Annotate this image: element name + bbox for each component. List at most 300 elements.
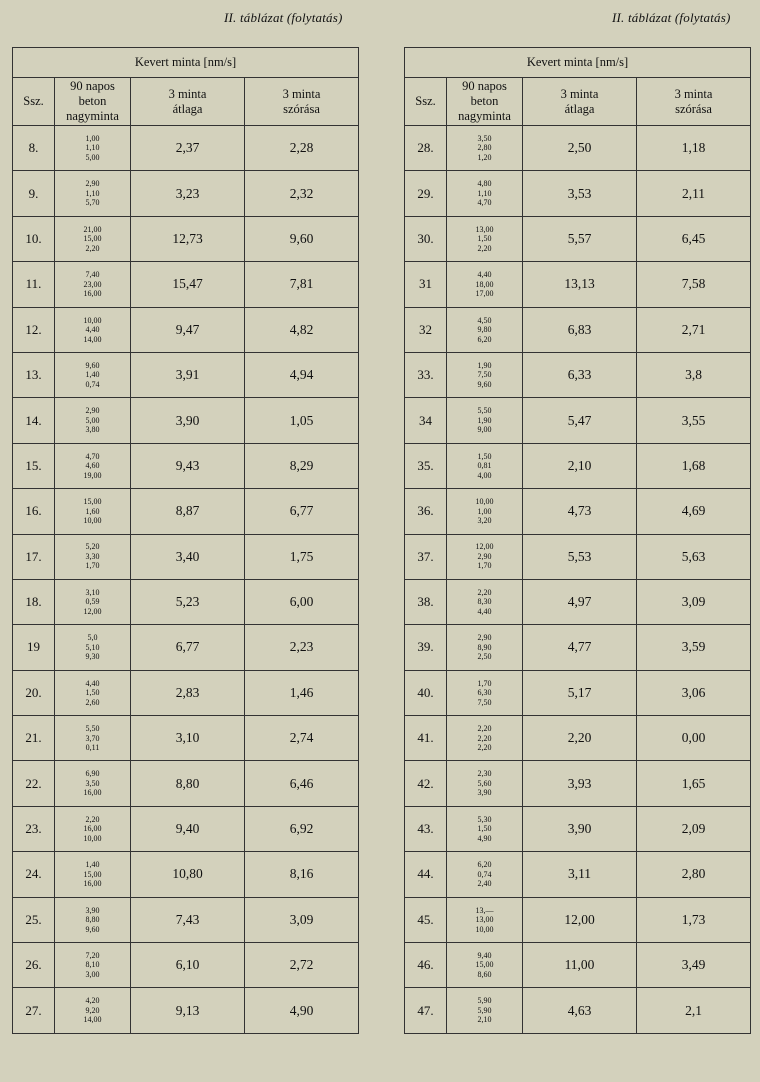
row-number: 40. <box>405 670 447 715</box>
average-value: 3,53 <box>523 171 637 216</box>
sample-values <box>447 943 523 988</box>
table-row <box>13 489 359 534</box>
deviation-value: 3,06 <box>637 670 751 715</box>
sample-value: 1,00 <box>85 133 100 143</box>
deviation-value: 1,73 <box>637 897 751 942</box>
row-number: 10. <box>13 216 55 261</box>
sample-value: 9,20 <box>85 1005 100 1015</box>
average-value: 2,37 <box>131 126 245 171</box>
sample-value: 5,00 <box>85 152 100 162</box>
sample-value: 4,90 <box>477 833 492 843</box>
deviation-value: 6,45 <box>637 216 751 261</box>
group-header: Kevert minta [nm/s] <box>405 48 751 78</box>
sample-value: 10,00 <box>475 924 494 934</box>
row-number: 30. <box>405 216 447 261</box>
sample-value: 5,10 <box>85 642 100 652</box>
table-row <box>13 943 359 988</box>
average-value: 3,23 <box>131 171 245 216</box>
average-value: 4,73 <box>523 489 637 534</box>
average-value: 15,47 <box>131 262 245 307</box>
sample-value: 4,40 <box>477 270 492 280</box>
row-number: 18. <box>13 579 55 624</box>
sample-value: 2,20 <box>477 733 492 743</box>
table-row <box>13 625 359 670</box>
table-row <box>13 307 359 352</box>
row-number: 44. <box>405 852 447 897</box>
sample-value: 21,00 <box>83 224 102 234</box>
sample-values <box>447 126 523 171</box>
table-row <box>13 716 359 761</box>
deviation-value: 2,80 <box>637 852 751 897</box>
sample-value: 8,90 <box>477 642 492 652</box>
table-row <box>405 398 751 443</box>
table-row <box>13 443 359 488</box>
sample-value: 1,40 <box>85 860 100 870</box>
average-value: 4,77 <box>523 625 637 670</box>
row-number: 37. <box>405 534 447 579</box>
table-row <box>13 262 359 307</box>
sample-values <box>447 534 523 579</box>
average-value: 9,40 <box>131 806 245 851</box>
deviation-value: 2,11 <box>637 171 751 216</box>
sample-value: 6,20 <box>477 860 492 870</box>
sample-value: 15,00 <box>83 497 102 507</box>
sample-values <box>55 988 131 1033</box>
sample-value: 15,00 <box>83 869 102 879</box>
sample-value: 9,60 <box>477 379 492 389</box>
table-row <box>405 534 751 579</box>
sample-header: 90 napos beton nagyminta <box>447 78 523 126</box>
sample-value: 0,81 <box>477 461 492 471</box>
sample-values <box>55 761 131 806</box>
sample-value: 4,50 <box>477 315 492 325</box>
deviation-value: 3,55 <box>637 398 751 443</box>
table-row <box>405 171 751 216</box>
row-number: 28. <box>405 126 447 171</box>
sample-value: 8,10 <box>85 960 100 970</box>
sample-values <box>55 352 131 397</box>
sample-value: 8,80 <box>85 915 100 925</box>
deviation-value: 2,72 <box>245 943 359 988</box>
sample-value: 4,60 <box>85 461 100 471</box>
deviation-value: 1,46 <box>245 670 359 715</box>
sample-value: 0,74 <box>85 379 100 389</box>
sample-value: 5,70 <box>85 198 100 208</box>
sample-value: 16,00 <box>83 824 102 834</box>
sample-value: 3,80 <box>85 425 100 435</box>
sample-values <box>55 126 131 171</box>
table-row <box>405 443 751 488</box>
sample-value: 10,00 <box>475 497 494 507</box>
data-table-left <box>12 47 359 1034</box>
sample-value: 1,50 <box>477 234 492 244</box>
sample-value: 19,00 <box>83 470 102 480</box>
average-value: 7,43 <box>131 897 245 942</box>
average-value: 11,00 <box>523 943 637 988</box>
table-body-right <box>405 126 751 1034</box>
deviation-value: 6,00 <box>245 579 359 624</box>
row-number: 38. <box>405 579 447 624</box>
sample-value: 5,00 <box>85 415 100 425</box>
sample-value: 2,20 <box>477 724 492 734</box>
sample-values <box>447 171 523 216</box>
sample-values <box>55 806 131 851</box>
sample-values <box>447 897 523 942</box>
sample-values <box>447 761 523 806</box>
table-caption-right: II. táblázat (folytatás) <box>612 10 731 25</box>
sample-value: 1,70 <box>477 561 492 571</box>
table-row <box>405 489 751 534</box>
row-number: 46. <box>405 943 447 988</box>
table-row <box>405 126 751 171</box>
sample-value: 13,00 <box>475 915 494 925</box>
deviation-value: 4,82 <box>245 307 359 352</box>
row-number: 45. <box>405 897 447 942</box>
sample-value: 6,30 <box>477 688 492 698</box>
row-number: 27. <box>13 988 55 1033</box>
average-value: 3,91 <box>131 352 245 397</box>
sample-value: 2,20 <box>477 243 492 253</box>
sample-value: 10,00 <box>83 315 102 325</box>
sample-value: 16,00 <box>83 879 102 889</box>
sample-value: 2,20 <box>477 743 492 753</box>
table-row <box>13 216 359 261</box>
sample-value: 2,20 <box>477 587 492 597</box>
row-number: 20. <box>13 670 55 715</box>
sample-value: 4,20 <box>85 996 100 1006</box>
average-value: 5,23 <box>131 579 245 624</box>
sample-value: 5,50 <box>477 406 492 416</box>
table-row <box>13 806 359 851</box>
sample-value: 3,90 <box>477 788 492 798</box>
average-value: 8,87 <box>131 489 245 534</box>
sample-value: 13,00 <box>475 224 494 234</box>
deviation-value: 3,49 <box>637 943 751 988</box>
table-row <box>405 852 751 897</box>
row-number: 31 <box>405 262 447 307</box>
sample-value: 1,10 <box>85 143 100 153</box>
table-body-left <box>13 126 359 1034</box>
row-number: 36. <box>405 489 447 534</box>
sample-values <box>447 352 523 397</box>
deviation-value: 2,23 <box>245 625 359 670</box>
sample-value: 4,80 <box>477 179 492 189</box>
sample-values <box>447 625 523 670</box>
sample-value: 3,30 <box>85 551 100 561</box>
row-number: 13. <box>13 352 55 397</box>
average-value: 3,93 <box>523 761 637 806</box>
sample-values <box>447 398 523 443</box>
average-value: 3,90 <box>131 398 245 443</box>
deviation-value: 0,00 <box>637 716 751 761</box>
sample-value: 7,50 <box>477 370 492 380</box>
sample-value: 1,90 <box>477 360 492 370</box>
deviation-value: 3,09 <box>245 897 359 942</box>
sample-values <box>447 489 523 534</box>
sample-values <box>447 443 523 488</box>
sample-value: 1,90 <box>477 415 492 425</box>
sample-value: 5,50 <box>85 724 100 734</box>
row-number: 14. <box>13 398 55 443</box>
sample-value: 9,80 <box>477 325 492 334</box>
group-header: Kevert minta [nm/s] <box>13 48 359 78</box>
deviation-value: 2,74 <box>245 716 359 761</box>
sample-value: 4,40 <box>477 606 492 616</box>
sample-value: 10,00 <box>83 516 102 526</box>
row-number: 11. <box>13 262 55 307</box>
table-row <box>13 761 359 806</box>
row-number: 47. <box>405 988 447 1033</box>
average-value: 10,80 <box>131 852 245 897</box>
average-value: 5,57 <box>523 216 637 261</box>
sample-value: 1,10 <box>85 188 100 198</box>
deviation-value: 6,77 <box>245 489 359 534</box>
average-value: 3,10 <box>131 716 245 761</box>
sample-value: 5,90 <box>477 996 492 1006</box>
sample-value: 1,50 <box>477 824 492 834</box>
average-value: 12,73 <box>131 216 245 261</box>
sample-value: 5,60 <box>477 778 492 788</box>
sample-value: 5,30 <box>477 814 492 824</box>
average-value: 2,50 <box>523 126 637 171</box>
table-row <box>13 852 359 897</box>
sample-value: 6,20 <box>477 334 492 344</box>
table-row <box>405 307 751 352</box>
row-number: 23. <box>13 806 55 851</box>
average-value: 8,80 <box>131 761 245 806</box>
data-table-right <box>404 47 751 1034</box>
sample-value: 12,00 <box>475 542 494 552</box>
sample-value: 17,00 <box>475 289 494 299</box>
table-row <box>13 579 359 624</box>
deviation-value: 6,92 <box>245 806 359 851</box>
table-row <box>405 579 751 624</box>
sample-value: 0,59 <box>85 597 100 607</box>
table-caption-left: II. táblázat (folytatás) <box>224 10 343 25</box>
average-value: 2,83 <box>131 670 245 715</box>
sample-value: 9,30 <box>85 652 100 662</box>
table-row <box>405 761 751 806</box>
sample-values <box>55 216 131 261</box>
sample-value: 9,60 <box>85 360 100 370</box>
sample-value: 2,60 <box>85 697 100 707</box>
row-number: 43. <box>405 806 447 851</box>
sample-values <box>55 443 131 488</box>
sample-values <box>447 806 523 851</box>
sample-value: 2,30 <box>477 769 492 779</box>
sample-values <box>55 625 131 670</box>
row-number: 12. <box>13 307 55 352</box>
sample-value: 15,00 <box>475 960 494 970</box>
sample-value: 2,20 <box>85 243 100 253</box>
average-value: 6,83 <box>523 307 637 352</box>
table-row <box>13 352 359 397</box>
sample-values <box>447 262 523 307</box>
row-number: 9. <box>13 171 55 216</box>
sample-values <box>447 716 523 761</box>
average-value: 9,13 <box>131 988 245 1033</box>
deviation-value: 1,65 <box>637 761 751 806</box>
sample-value: 3,70 <box>85 733 100 743</box>
sample-values <box>55 489 131 534</box>
table-row <box>13 398 359 443</box>
deviation-value: 8,16 <box>245 852 359 897</box>
table-row <box>13 171 359 216</box>
average-value: 13,13 <box>523 262 637 307</box>
deviation-value: 4,90 <box>245 988 359 1033</box>
sample-values <box>447 670 523 715</box>
sample-header: 90 napos beton nagyminta <box>55 78 131 126</box>
average-value: 5,53 <box>523 534 637 579</box>
average-value: 2,10 <box>523 443 637 488</box>
average-value: 2,20 <box>523 716 637 761</box>
sample-values <box>55 943 131 988</box>
sample-value: 16,00 <box>83 289 102 299</box>
sample-values <box>447 307 523 352</box>
sample-value: 9,60 <box>85 924 100 934</box>
average-value: 4,63 <box>523 988 637 1033</box>
sample-values <box>447 852 523 897</box>
average-header: 3 minta átlaga <box>131 78 245 126</box>
sample-values <box>55 307 131 352</box>
table-row <box>405 988 751 1033</box>
sample-value: 1,20 <box>477 152 492 162</box>
row-number: 42. <box>405 761 447 806</box>
sample-value: 6,90 <box>85 769 100 779</box>
deviation-value: 2,1 <box>637 988 751 1033</box>
sample-values <box>55 262 131 307</box>
deviation-value: 2,09 <box>637 806 751 851</box>
sample-value: 3,20 <box>477 516 492 526</box>
sample-value: 14,00 <box>83 334 102 344</box>
sample-value: 2,90 <box>85 179 100 189</box>
sample-value: 16,00 <box>83 788 102 798</box>
table-row <box>13 897 359 942</box>
average-value: 3,40 <box>131 534 245 579</box>
sample-value: 8,30 <box>477 597 492 607</box>
ssz-header: Ssz. <box>13 78 55 126</box>
deviation-value: 7,58 <box>637 262 751 307</box>
average-value: 4,97 <box>523 579 637 624</box>
deviation-value: 1,05 <box>245 398 359 443</box>
sample-value: 2,80 <box>477 143 492 153</box>
sample-values <box>447 579 523 624</box>
sample-value: 2,90 <box>477 551 492 561</box>
sample-values <box>55 579 131 624</box>
sample-value: 13,— <box>475 905 494 915</box>
deviation-value: 1,68 <box>637 443 751 488</box>
sample-value: 5,90 <box>477 1005 492 1015</box>
row-number: 41. <box>405 716 447 761</box>
table-row <box>405 943 751 988</box>
row-number: 32 <box>405 307 447 352</box>
table-row <box>405 806 751 851</box>
sample-value: 1,50 <box>477 451 492 461</box>
sample-value: 4,70 <box>85 451 100 461</box>
sample-value: 5,20 <box>85 542 100 552</box>
sample-value: 2,20 <box>85 814 100 824</box>
row-number: 8. <box>13 126 55 171</box>
sample-values <box>55 852 131 897</box>
sample-value: 3,10 <box>85 587 100 597</box>
row-number: 16. <box>13 489 55 534</box>
sample-value: 9,40 <box>477 950 492 960</box>
sample-value: 4,40 <box>85 325 100 334</box>
sample-values <box>55 534 131 579</box>
sample-value: 10,00 <box>83 833 102 843</box>
sample-value: 3,00 <box>85 969 100 979</box>
sample-value: 1,50 <box>85 688 100 698</box>
sample-value: 2,10 <box>477 1015 492 1025</box>
deviation-header: 3 minta szórása <box>637 78 751 126</box>
table-row <box>405 670 751 715</box>
average-value: 6,10 <box>131 943 245 988</box>
sample-value: 3,50 <box>477 133 492 143</box>
sample-values <box>55 897 131 942</box>
deviation-value: 9,60 <box>245 216 359 261</box>
row-number: 24. <box>13 852 55 897</box>
table-row <box>405 352 751 397</box>
row-number: 22. <box>13 761 55 806</box>
row-number: 39. <box>405 625 447 670</box>
table-row <box>13 670 359 715</box>
ssz-header: Ssz. <box>405 78 447 126</box>
row-number: 17. <box>13 534 55 579</box>
average-header: 3 minta átlaga <box>523 78 637 126</box>
average-value: 9,47 <box>131 307 245 352</box>
sample-value: 1,70 <box>85 561 100 571</box>
table-row <box>405 897 751 942</box>
sample-value: 3,90 <box>85 905 100 915</box>
sample-value: 12,00 <box>83 606 102 616</box>
row-number: 19 <box>13 625 55 670</box>
table-row <box>13 534 359 579</box>
deviation-value: 2,28 <box>245 126 359 171</box>
table-row <box>405 262 751 307</box>
average-value: 3,90 <box>523 806 637 851</box>
sample-value: 0,11 <box>85 743 100 753</box>
table-row <box>13 988 359 1033</box>
sample-values <box>447 216 523 261</box>
average-value: 6,77 <box>131 625 245 670</box>
sample-value: 4,70 <box>477 198 492 208</box>
table-row <box>13 126 359 171</box>
table-row <box>405 216 751 261</box>
sample-value: 5,0 <box>87 633 98 643</box>
sample-value: 23,00 <box>83 279 102 289</box>
average-value: 5,47 <box>523 398 637 443</box>
sample-value: 1,40 <box>85 370 100 380</box>
sample-value: 2,40 <box>477 879 492 889</box>
average-value: 5,17 <box>523 670 637 715</box>
deviation-value: 1,75 <box>245 534 359 579</box>
sample-value: 1,60 <box>85 506 100 516</box>
deviation-header: 3 minta szórása <box>245 78 359 126</box>
sample-values <box>55 171 131 216</box>
sample-values <box>55 716 131 761</box>
row-number: 35. <box>405 443 447 488</box>
deviation-value: 3,8 <box>637 352 751 397</box>
row-number: 29. <box>405 171 447 216</box>
table-row <box>405 716 751 761</box>
sample-value: 15,00 <box>83 234 102 244</box>
average-value: 3,11 <box>523 852 637 897</box>
sample-value: 9,00 <box>477 425 492 435</box>
row-number: 25. <box>13 897 55 942</box>
deviation-value: 1,18 <box>637 126 751 171</box>
sample-value: 2,90 <box>85 406 100 416</box>
row-number: 33. <box>405 352 447 397</box>
